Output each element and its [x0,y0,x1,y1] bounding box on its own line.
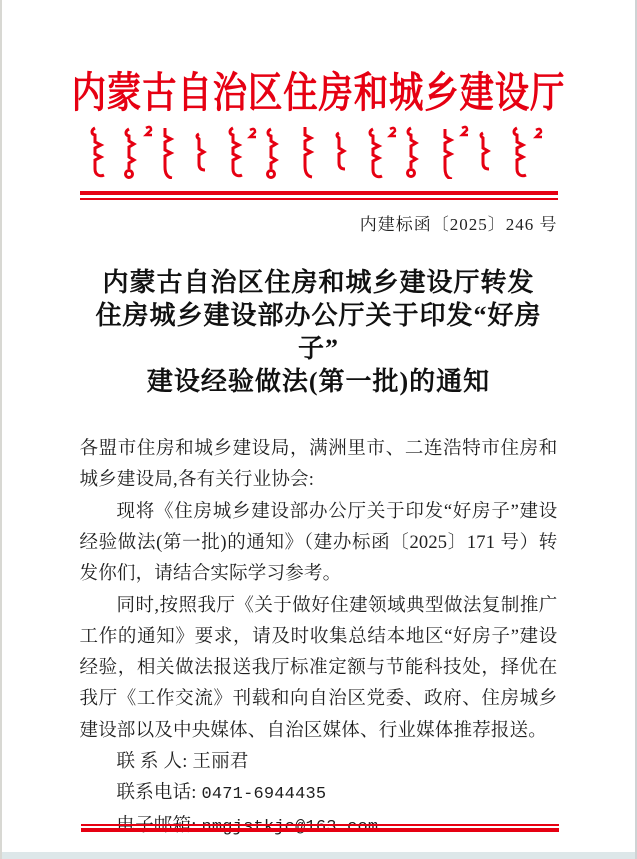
footer-rule-thin [81,824,559,826]
contact-phone-label: 联系电话: [116,783,202,804]
page-bottom-edge [2,852,635,859]
header-rule-thin [80,198,558,200]
document-title [80,266,558,398]
footer-rule-thick [81,828,559,832]
header-double-rule [80,191,558,200]
footer-double-rule [81,824,559,832]
salutation: 各盟市住房和城乡建设局，满洲里市、二连浩特市住房和城乡建设局,各有关行业协会: [79,439,558,491]
paragraph-1: 现将《住房城乡建设部办公厅关于印发“好房子”建设经验做法(第一批)的通知》（建办标函〔2025〕171 号）转发你们，请结合实际学习参考。 [79,501,558,585]
document-title-line3: 建设经验做法(第一批)的通知 [146,367,491,397]
mongolian-script-band-icon [88,125,550,179]
letterhead-org-name: 内蒙古自治区住房和城乡建设厅 [71,71,566,117]
contact-person-label: 联 系 人: [116,752,193,773]
contact-person-line [80,747,558,778]
document-title-line1: 内蒙古自治区住房和城乡建设厅转发 [102,268,535,298]
header-rule-thick [80,191,558,195]
document-content [80,191,558,843]
contact-phone-value: 0471-6944435 [201,785,327,805]
contact-phone-line [80,778,558,810]
paragraph-2: 同时,按照我厅《关于做好住建领域典型做法复制推广工作的通知》要求，请及时收集总结本地区“好房子”建设经验，相关做法报送我厅标准定额与节能科技处，择优在我厅《工作交流》刊载和向自治区党委、政府、住房城乡建设部以及中央媒体、自治区媒体、行业媒体推荐报送。 [79,595,558,741]
document-title-line2: 住房城乡建设部办公厅关于印发“好房子” [95,301,542,364]
document-body [80,434,558,843]
document-number: 内建标函〔2025〕246 号 [359,215,558,235]
contact-person-value: 王丽君 [192,752,249,773]
